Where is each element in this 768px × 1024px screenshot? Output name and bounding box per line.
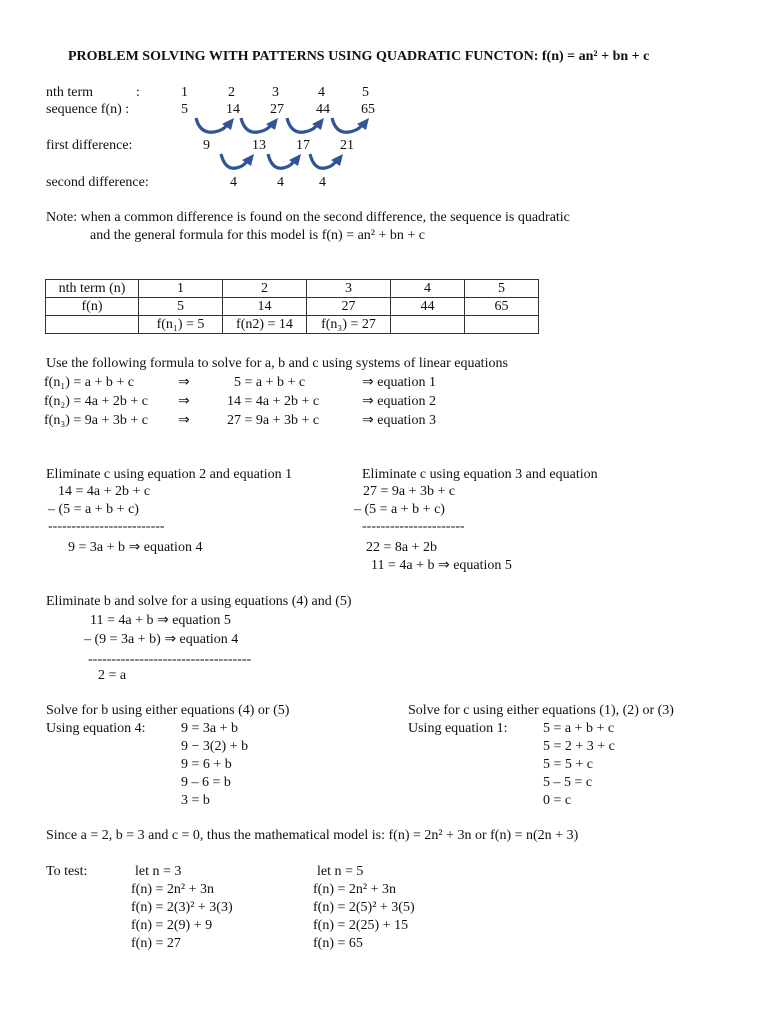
divider: -----------------------------------: [88, 652, 252, 667]
solve-b-step: 3 = b: [181, 793, 210, 808]
solve-c-step: 5 = 2 + 3 + c: [543, 739, 615, 754]
note-line-2: and the general formula for this model is f(n) = an² + bn + c: [90, 228, 426, 243]
table-cell: 27: [307, 298, 391, 316]
n-value: 3: [272, 85, 279, 100]
solve-c-using: Using equation 1:: [408, 721, 508, 736]
solve-c-step: 0 = c: [543, 793, 572, 808]
nth-term-colon: :: [136, 85, 140, 100]
table-cell: f(n₁) = 5: [139, 316, 223, 334]
formula-lhs: f(n₃) = 9a + 3b + c: [44, 413, 148, 428]
table-row: [46, 298, 539, 316]
solve-b-step: 9 – 6 = b: [181, 775, 231, 790]
divider: -------------------------: [48, 519, 165, 534]
table-cell: 3: [307, 280, 391, 298]
table-cell: 4: [391, 280, 465, 298]
n-value: 1: [181, 85, 188, 100]
solve-c-step: 5 = a + b + c: [543, 721, 615, 736]
seq-value: 14: [226, 102, 240, 117]
elim-b-heading: Eliminate b and solve for a using equations (4) and (5): [46, 594, 352, 609]
table-cell: f(n₃) = 27: [307, 316, 391, 334]
first-difference-label: first difference:: [46, 138, 133, 153]
implies-icon: ⇒: [178, 394, 190, 409]
formula-eq: 5 = a + b + c: [234, 375, 306, 390]
elim-right-line: 27 = 9a + 3b + c: [363, 484, 456, 499]
table-cell: 65: [465, 298, 539, 316]
page-title: PROBLEM SOLVING WITH PATTERNS USING QUADRATIC FUNCTON: f(n) = an² + bn + c: [68, 49, 650, 64]
table-cell: 44: [391, 298, 465, 316]
conclusion: Since a = 2, b = 3 and c = 0, thus the mathematical model is: f(n) = 2n² + 3n or f(n) = n(2n + 3): [46, 828, 579, 843]
test-label: To test:: [46, 864, 88, 879]
solve-b-step: 9 − 3(2) + b: [181, 739, 249, 754]
solve-c-heading: Solve for c using either equations (1), (2) or (3): [408, 703, 674, 718]
elim-b-line: 11 = 4a + b ⇒ equation 5: [90, 613, 231, 628]
first-diff-value: 21: [340, 138, 354, 153]
first-diff-value: 13: [252, 138, 266, 153]
implies-icon: ⇒: [178, 413, 190, 428]
first-diff-value: 9: [203, 138, 210, 153]
curved-arrow-icon: [196, 118, 234, 132]
table-row: [46, 280, 539, 298]
table-row: [46, 316, 539, 334]
test-right-line: f(n) = 2(25) + 15: [313, 918, 409, 933]
elim-left-heading: Eliminate c using equation 2 and equation 1: [46, 467, 293, 482]
seq-value: 44: [316, 102, 330, 117]
elim-b-result: 2 = a: [98, 668, 127, 683]
curved-arrow-icon: [310, 154, 343, 168]
test-left-line: f(n) = 27: [131, 936, 181, 951]
table-cell: [465, 316, 539, 334]
test-right-line: f(n) = 65: [313, 936, 363, 951]
table-cell: 14: [223, 298, 307, 316]
curved-arrow-icon: [287, 118, 324, 132]
test-right-line: let n = 5: [317, 864, 364, 879]
test-right-line: f(n) = 2(5)² + 3(5): [313, 900, 415, 915]
difference-arrows: [0, 0, 768, 200]
elim-right-result: 11 = 4a + b ⇒ equation 5: [371, 558, 512, 573]
test-left-line: f(n) = 2(9) + 9: [131, 918, 213, 933]
test-left-line: f(n) = 2(3)² + 3(3): [131, 900, 233, 915]
formula-intro: Use the following formula to solve for a, b and c using systems of linear equations: [46, 356, 508, 371]
table-cell: f(n): [46, 298, 139, 316]
elim-left-result: 9 = 3a + b ⇒ equation 4: [68, 540, 203, 555]
test-left-line: f(n) = 2n² + 3n: [131, 882, 214, 897]
elim-left-line: – (5 = a + b + c): [48, 502, 139, 517]
first-diff-value: 17: [296, 138, 310, 153]
table-cell: [46, 316, 139, 334]
solve-b-using: Using equation 4:: [46, 721, 146, 736]
curved-arrow-icon: [268, 154, 301, 168]
elim-right-heading: Eliminate c using equation 3 and equation: [362, 467, 598, 482]
seq-value: 65: [361, 102, 375, 117]
second-diff-value: 4: [230, 175, 237, 190]
formula-label: ⇒ equation 2: [362, 394, 436, 409]
sequence-label: sequence f(n) :: [46, 102, 130, 117]
table-cell: 5: [465, 280, 539, 298]
second-diff-value: 4: [319, 175, 326, 190]
solve-b-step: 9 = 6 + b: [181, 757, 232, 772]
nth-term-label: nth term: [46, 85, 94, 100]
sequence-table: [45, 279, 539, 334]
divider: ----------------------: [362, 519, 465, 534]
n-value: 2: [228, 85, 235, 100]
n-value: 5: [362, 85, 369, 100]
table-cell: 5: [139, 298, 223, 316]
solve-c-step: 5 = 5 + c: [543, 757, 594, 772]
solve-b-step: 9 = 3a + b: [181, 721, 239, 736]
test-left-line: let n = 3: [135, 864, 182, 879]
seq-value: 27: [270, 102, 284, 117]
solve-c-step: 5 – 5 = c: [543, 775, 593, 790]
elim-b-line: – (9 = 3a + b) ⇒ equation 4: [84, 632, 239, 647]
formula-lhs: f(n₁) = a + b + c: [44, 375, 134, 390]
test-right-line: f(n) = 2n² + 3n: [313, 882, 396, 897]
implies-icon: ⇒: [178, 375, 190, 390]
elim-right-result: 22 = 8a + 2b: [366, 540, 438, 555]
curved-arrow-icon: [241, 118, 278, 132]
table-cell: 2: [223, 280, 307, 298]
formula-lhs: f(n₂) = 4a + 2b + c: [44, 394, 148, 409]
elim-right-line: – (5 = a + b + c): [354, 502, 445, 517]
curved-arrow-icon: [332, 118, 369, 132]
table-cell: f(n2) = 14: [223, 316, 307, 334]
curved-arrow-icon: [221, 154, 254, 168]
formula-label: ⇒ equation 1: [362, 375, 436, 390]
formula-eq: 27 = 9a + 3b + c: [227, 413, 320, 428]
table-cell: [391, 316, 465, 334]
formula-eq: 14 = 4a + 2b + c: [227, 394, 320, 409]
table-cell: nth term (n): [46, 280, 139, 298]
second-difference-label: second difference:: [46, 175, 149, 190]
note-line-1: Note: when a common difference is found on the second difference, the sequence is quadratic: [46, 210, 570, 225]
elim-left-line: 14 = 4a + 2b + c: [58, 484, 151, 499]
table-cell: 1: [139, 280, 223, 298]
formula-label: ⇒ equation 3: [362, 413, 436, 428]
seq-value: 5: [181, 102, 188, 117]
solve-b-heading: Solve for b using either equations (4) or (5): [46, 703, 290, 718]
second-diff-value: 4: [277, 175, 284, 190]
n-value: 4: [318, 85, 325, 100]
